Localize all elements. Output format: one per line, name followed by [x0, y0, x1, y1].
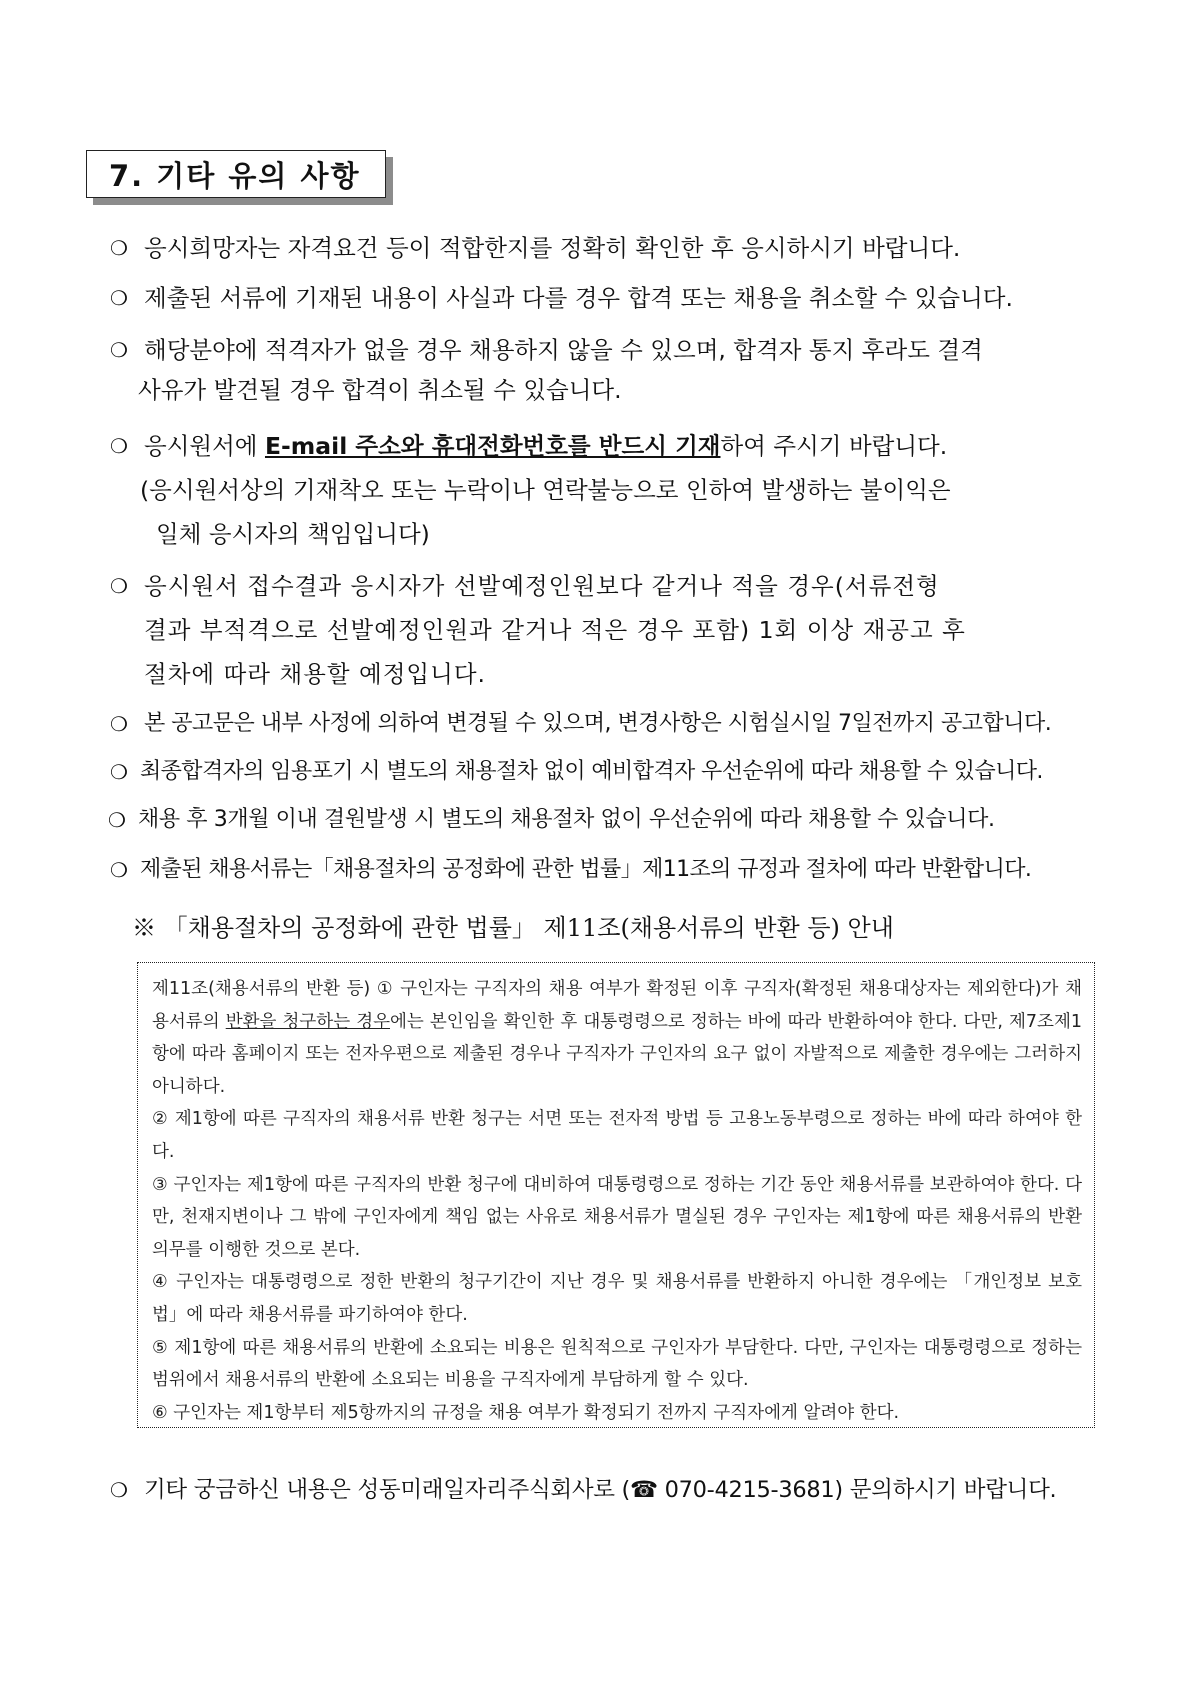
- law-text-box: [137, 962, 1095, 1428]
- list-item: ❍ 본 공고문은 내부 사정에 의하여 변경될 수 있으며, 변경사항은 시험실시일 7일전까지 공고합니다.: [110, 704, 1120, 744]
- bullet-icon: ❍: [110, 858, 128, 882]
- law-paragraph-4: ④ 구인자는 대통령령으로 정한 반환의 청구기간이 지난 경우 및 채용서류를 반환하지 아니한 경우에는 「개인정보 보호법」에 따라 채용서류를 파기하여야 한다.: [152, 1272, 1082, 1325]
- law-paragraph-1: 제11조(채용서류의 반환 등) ① 구인자는 구직자의 채용 여부가 확정된 이후 구직자(확정된 채용대상자는 제외한다)가 채용서류의 반환을 청구하는 경우에는 본인임을 확인한 후 대통령령으로 정하는 바에 따라 반환하여야 한다. 다만, 제7조제1항에 따라 홈페이지 또는 전자우편으로 제출된 경우나 구직자가 구인자의 요구 없이 자발적으로 제출한 경우에는 그러하지 아니하다.: [152, 979, 1082, 1097]
- bullet-icon: ❍: [110, 574, 129, 598]
- emphasized-text: E-mail 주소와 휴대전화번호를 반드시 기재: [264, 432, 721, 460]
- law-paragraph-3: ③ 구인자는 제1항에 따른 구직자의 반환 청구에 대비하여 대통령령으로 정하는 기간 동안 채용서류를 보관하여야 한다. 다만, 천재지변이나 그 밖에 구인자에게 책임 없는 사유로 채용서류가 멸실된 경우 구인자는 제1항에 따른 채용서류의 반환 의무를 이행한 것으로 본다.: [152, 1174, 1082, 1260]
- law-paragraph-6: ⑥ 구인자는 제1항부터 제5항까지의 규정을 채용 여부가 확정되기 전까지 구직자에게 알려야 한다.: [152, 1402, 900, 1423]
- bullet-icon: ❍: [110, 286, 128, 310]
- bullet-icon: ❍: [110, 236, 128, 260]
- bullet-icon: ❍: [110, 760, 128, 784]
- bullet-icon: ❍: [110, 712, 128, 736]
- bullet-icon: ❍: [110, 338, 128, 362]
- list-item: ❍ 채용 후 3개월 이내 결원발생 시 별도의 채용절차 없이 우선순위에 따라 채용할 수 있습니다.: [108, 800, 1118, 840]
- bullet-icon: ❍: [110, 434, 128, 458]
- list-item: ❍ 제출된 서류에 기재된 내용이 사실과 다를 경우 합격 또는 채용을 취소할 수 있습니다.: [110, 278, 1120, 318]
- list-item: ❍ 제출된 채용서류는「채용절차의 공정화에 관한 법률」제11조의 규정과 절차에 따라 반환합니다.: [110, 850, 1120, 890]
- list-item: ❍ 응시희망자는 자격요건 등이 적합한지를 정확히 확인한 후 응시하시기 바랍니다.: [110, 228, 1120, 268]
- bullet-icon: ❍: [110, 1478, 128, 1502]
- law-note-title: ※ 「채용절차의 공정화에 관한 법률」 제11조(채용서류의 반환 등) 안내: [132, 914, 894, 942]
- list-item: ❍ 최종합격자의 임용포기 시 별도의 채용절차 없이 예비합격자 우선순위에 따라 채용할 수 있습니다.: [110, 752, 1120, 792]
- law-paragraph-5: ⑤ 제1항에 따른 채용서류의 반환에 소요되는 비용은 원칙적으로 구인자가 부담한다. 다만, 구인자는 대통령령으로 정하는 범위에서 채용서류의 반환에 소요되는 비용을 구직자에게 부담하게 할 수 있다.: [152, 1337, 1082, 1391]
- list-item: ❍ 해당분야에 적격자가 없을 경우 채용하지 않을 수 있으며, 합격자 통지 후라도 결격 사유가 발견될 경우 합격이 취소될 수 있습니다.: [110, 330, 1120, 410]
- list-item: ❍ 응시원서 접수결과 응시자가 선발예정인원보다 같거나 적을 경우(서류전형 결과 부적격으로 선발예정인원과 같거나 적은 경우 포함) 1회 이상 재공고 후 절차에 따라 채용할 예정입니다.: [110, 564, 1120, 696]
- law-paragraph-2: ② 제1항에 따른 구직자의 채용서류 반환 청구는 서면 또는 전자적 방법 등 고용노동부령으로 정하는 바에 따라 하여야 한다.: [152, 1109, 1082, 1162]
- bullet-icon: ❍: [108, 808, 126, 832]
- list-item: ❍ 응시원서에 E-mail 주소와 휴대전화번호를 반드시 기재하여 주시기 바랍니다. (응시원서상의 기재착오 또는 누락이나 연락불능으로 인하여 발생하는 불이익은 일체 응시자의 책임입니다): [110, 424, 1120, 556]
- underlined-text: 반환을 청구하는 경우: [225, 1011, 391, 1032]
- section-title: 7. 기타 유의 사항: [86, 150, 386, 198]
- contact-item: ❍ 기타 궁금하신 내용은 성동미래일자리주식회사로 (☎ 070-4215-3681) 문의하시기 바랍니다.: [110, 1470, 1120, 1510]
